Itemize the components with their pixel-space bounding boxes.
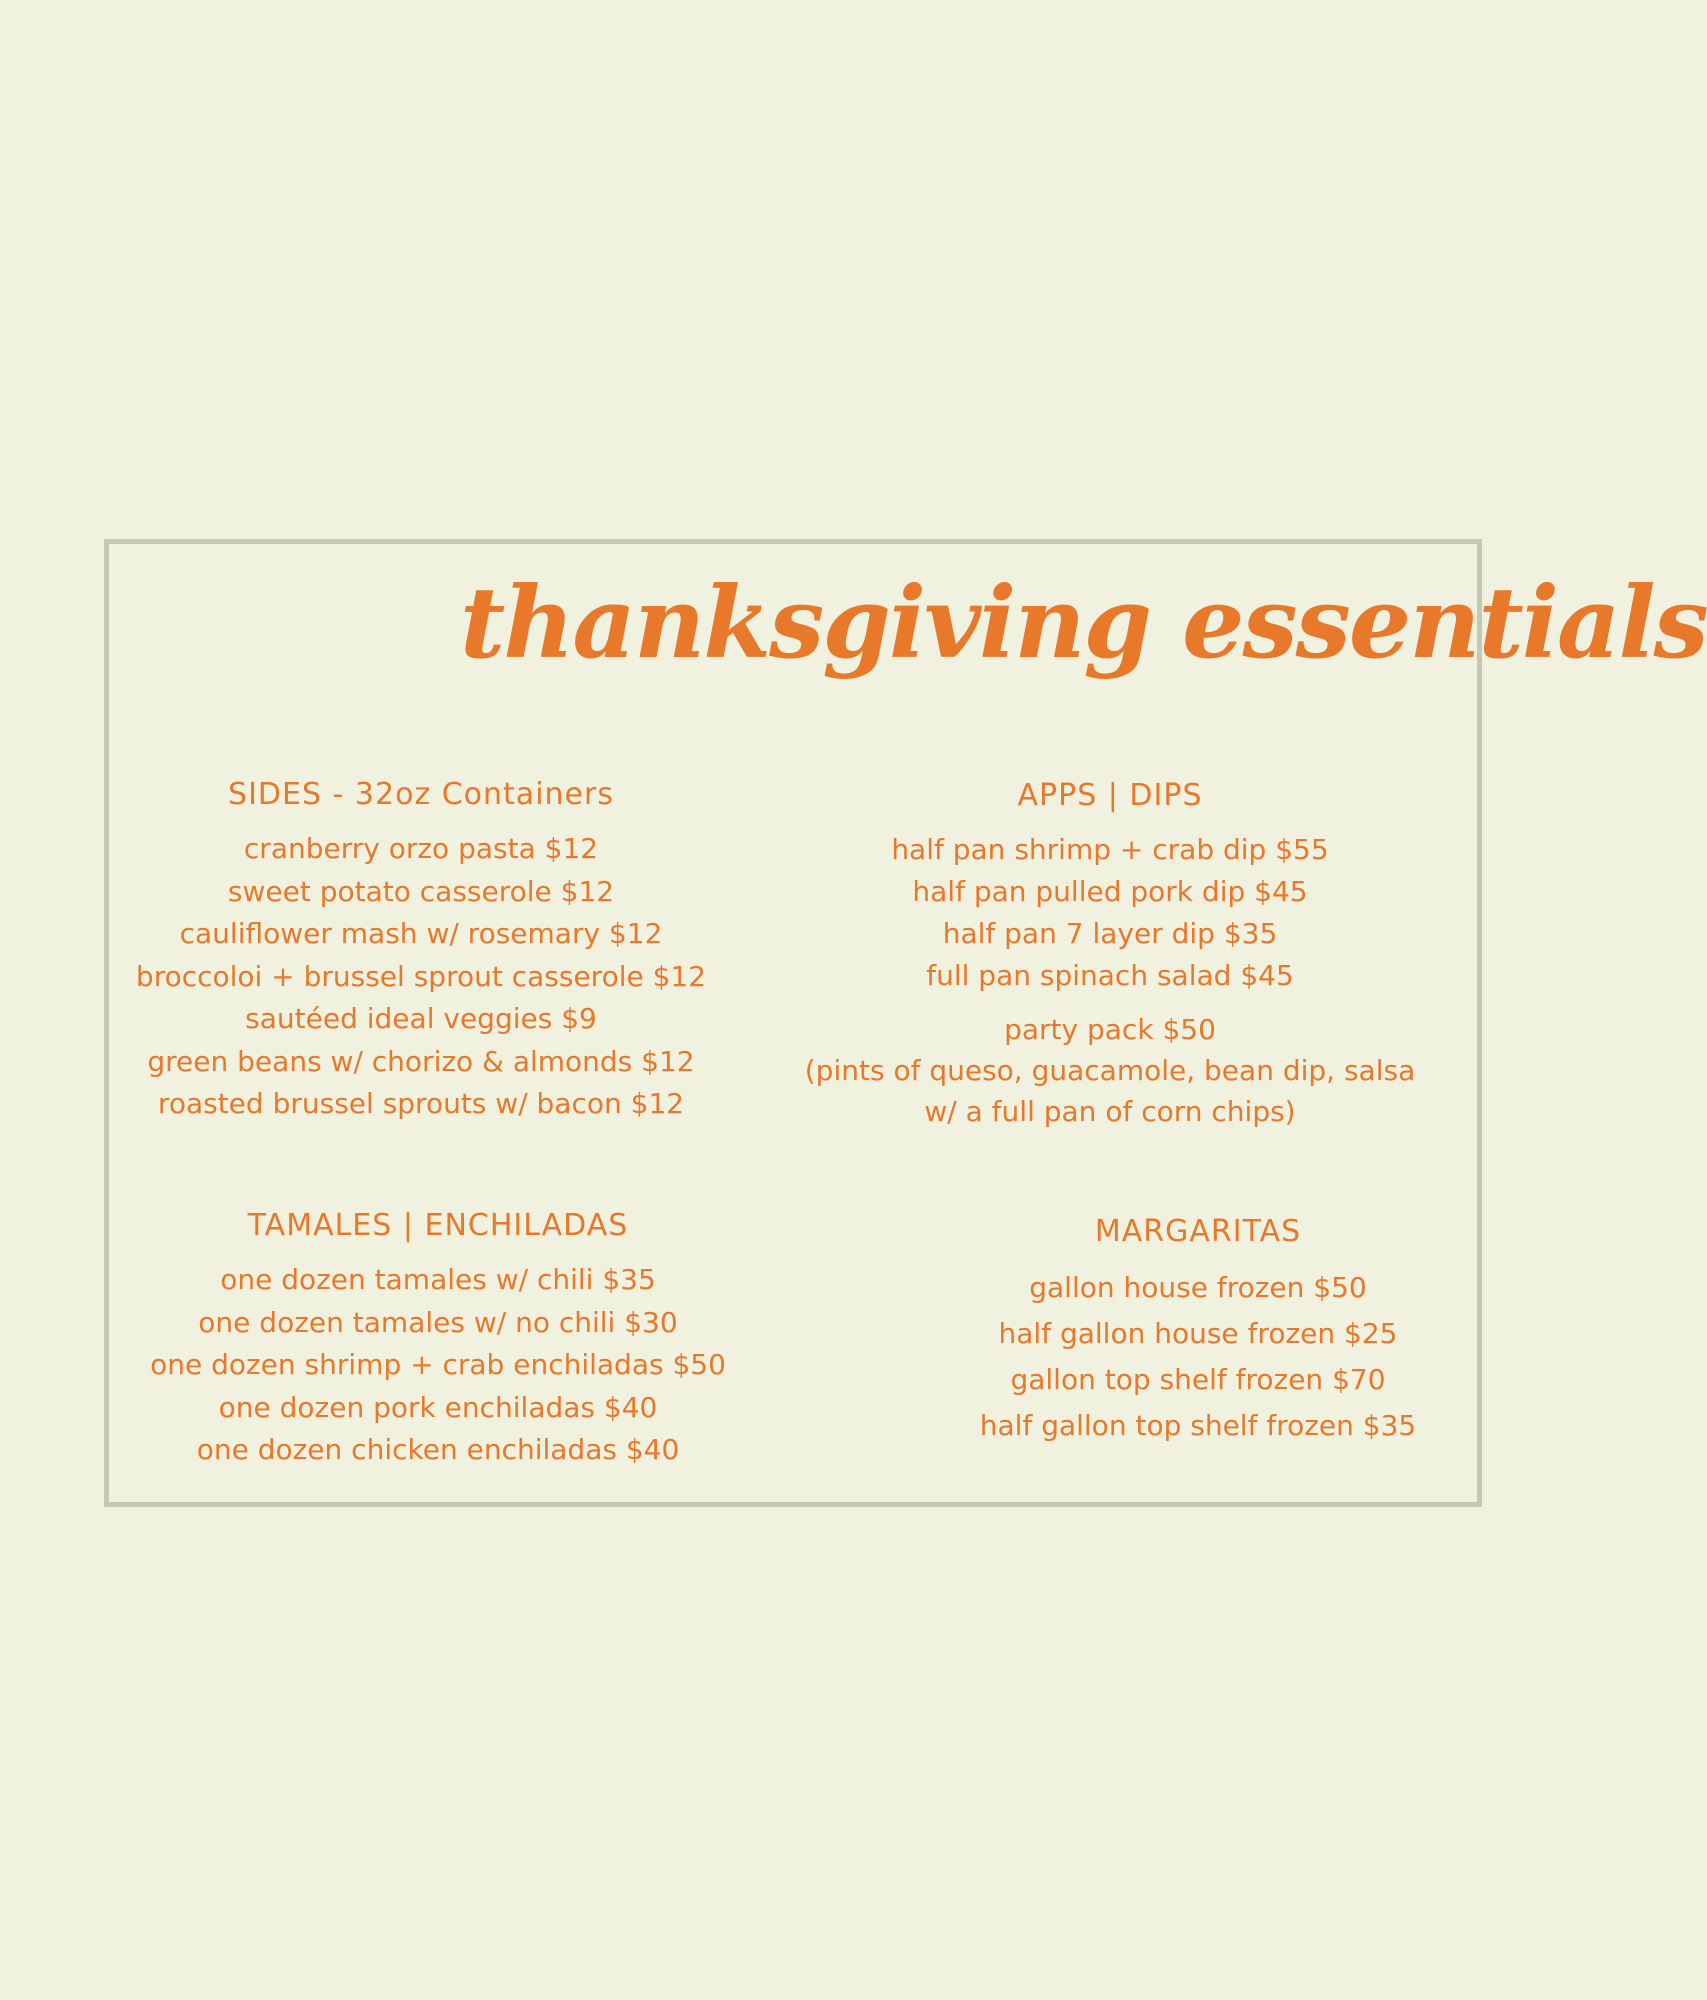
party-pack-description: w/ a full pan of corn chips)	[924, 1095, 1296, 1128]
sides-heading: SIDES - 32oz Containers	[228, 777, 614, 812]
menu-item: one dozen pork enchiladas $40	[218, 1390, 658, 1424]
menu-item: one dozen chicken enchiladas $40	[196, 1433, 680, 1466]
menu-item: cauliflower mash w/ rosemary $12	[179, 917, 663, 950]
sides-section	[128, 777, 714, 1126]
apps-heading: APPS | DIPS	[1017, 778, 1203, 813]
menu-item: broccoloi + brussel sprout casserole $12	[135, 959, 707, 993]
menu-item: gallon top shelf frozen $70	[1010, 1363, 1386, 1396]
menu-item: full pan spinach salad $45	[926, 959, 1294, 992]
tamales-heading: TAMALES | ENCHILADAS	[247, 1208, 629, 1243]
menu-item: half pan shrimp + crab dip $55	[891, 833, 1329, 866]
menu-item: half gallon house frozen $25	[998, 1317, 1398, 1350]
margaritas-section	[938, 1214, 1458, 1449]
menu-title: thanksgiving essentials	[460, 566, 1707, 681]
menu-item: one dozen shrimp + crab enchiladas $50	[150, 1348, 726, 1381]
menu-item: one dozen tamales w/ no chili $30	[198, 1305, 678, 1339]
menu-item: one dozen tamales w/ chili $35	[220, 1263, 656, 1296]
menu-item: half gallon top shelf frozen $35	[979, 1409, 1417, 1442]
menu-item: half pan 7 layer dip $35	[942, 917, 1278, 950]
tamales-section	[128, 1208, 748, 1472]
party-pack	[800, 1009, 1420, 1132]
menu-item: sautéed ideal veggies $9	[245, 1002, 597, 1035]
menu-item: cranberry orzo pasta $12	[243, 832, 599, 865]
apps-section	[800, 778, 1420, 1132]
menu-item: sweet potato casserole $12	[227, 874, 615, 908]
menu-item: roasted brussel sprouts w/ bacon $12	[157, 1087, 685, 1120]
margaritas-heading: MARGARITAS	[1094, 1214, 1302, 1249]
menu-item: green beans w/ chorizo & almonds $12	[147, 1044, 695, 1078]
party-pack-description: (pints of queso, guacamole, bean dip, salsa	[804, 1054, 1416, 1087]
party-pack-label: party pack $50	[1004, 1013, 1216, 1046]
menu-item: half pan pulled pork dip $45	[912, 875, 1308, 908]
menu-item: gallon house frozen $50	[1029, 1271, 1367, 1304]
